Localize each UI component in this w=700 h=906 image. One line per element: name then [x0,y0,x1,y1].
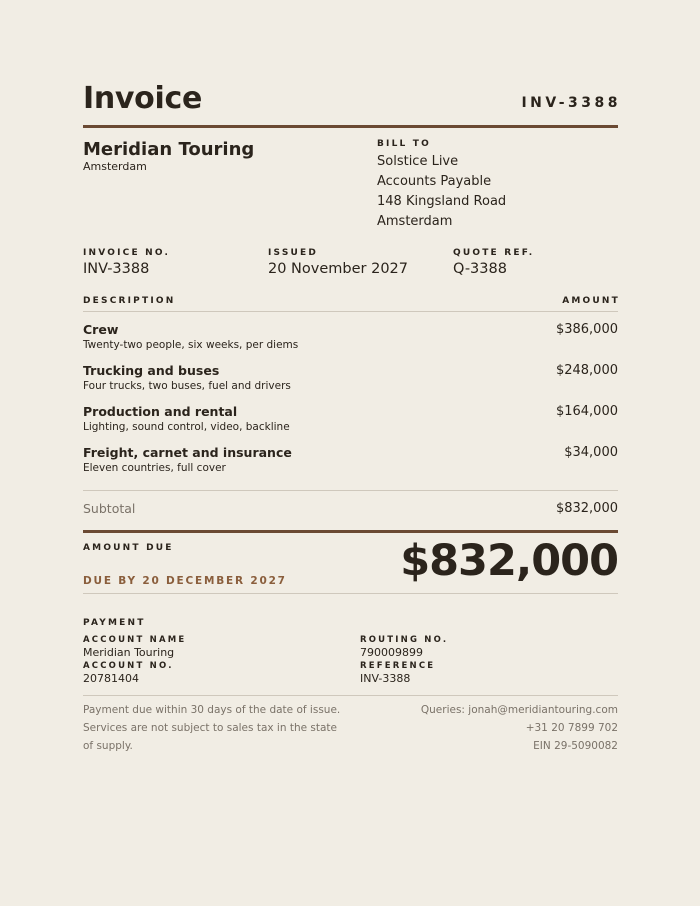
amount-due-label: AMOUNT DUE [83,543,174,553]
account-name-value: Meridian Touring [83,646,175,659]
line-item-title: Crew [83,322,119,337]
invoice-title: Invoice [83,81,202,116]
account-name-label: ACCOUNT NAME [83,635,187,645]
line-item-amount: $164,000 [555,404,618,419]
routing-label: ROUTING NO. [360,635,449,645]
footer-terms-line: Payment due within 30 days of the date of issue. [83,704,341,716]
line-item-subtitle: Lighting, sound control, video, backline [83,421,290,433]
routing-block [360,635,448,659]
table-row [83,363,618,392]
table-row [83,322,618,351]
footer-terms-line: Services are not subject to sales tax in the state [83,722,338,734]
table-header-rule [83,311,618,312]
bill-to-block [377,139,506,232]
account-no-label: ACCOUNT NO. [83,661,174,671]
reference-label: REFERENCE [360,661,436,671]
meta-label: QUOTE REF. [453,248,535,258]
issuer-city: Amsterdam [83,160,147,173]
account-no-block [83,661,174,685]
contact-phone: +31 20 7899 702 [525,722,618,734]
bill-to-label: BILL TO [377,139,432,149]
meta-value: Q-3388 [453,261,507,277]
line-item-subtitle: Four trucks, two buses, fuel and drivers [83,380,291,392]
meta-value: 20 November 2027 [268,261,409,277]
line-item-title: Trucking and buses [83,363,220,378]
invoice-number-header: INV-3388 [521,95,621,111]
footer-terms [83,701,343,755]
table-row [83,404,618,433]
table-row [83,445,618,474]
meta-label: INVOICE NO. [83,248,171,258]
account-name-block [83,635,186,659]
footer-terms-line: of supply. [83,740,133,752]
line-item-title: Production and rental [83,404,238,419]
bill-to-line: Amsterdam [377,214,453,229]
account-no-value: 20781404 [83,672,139,685]
header-rule [83,125,618,128]
contact-email[interactable]: Queries: jonah@meridiantouring.com [420,704,618,716]
reference-block [360,661,435,685]
routing-value: 790009899 [360,646,423,659]
footer-rule [83,695,618,696]
amount-due-value: $832,000 [400,536,618,586]
meta-invoice-no [83,248,170,277]
subtotal-label: Subtotal [83,501,136,516]
meta-quote-ref [453,248,534,277]
bill-to-line: Solstice Live [377,154,459,169]
subtotal-value: $832,000 [555,501,618,516]
column-description-header: DESCRIPTION [83,296,176,306]
line-item-subtitle: Twenty-two people, six weeks, per diems [83,339,299,351]
meta-issued [268,248,408,277]
meta-label: ISSUED [268,248,319,258]
bill-to-line: 148 Kingsland Road [377,194,507,209]
line-item-amount: $248,000 [555,363,618,378]
line-item-amount: $34,000 [564,445,618,460]
footer-contact [358,701,618,755]
issuer-name: Meridian Touring [83,139,255,160]
reference-value: INV-3388 [360,672,411,685]
bill-to-line: Accounts Payable [377,174,492,189]
subtotal-rule [83,490,618,491]
amount-due-bottom-rule [83,593,618,594]
line-item-subtitle: Eleven countries, full cover [83,462,226,474]
due-by-date: DUE BY 20 DECEMBER 2027 [83,575,287,587]
contact-ein: EIN 29-5090082 [533,740,618,752]
payment-heading: PAYMENT [83,618,146,628]
line-item-amount: $386,000 [555,322,618,337]
line-item-title: Freight, carnet and insurance [83,445,292,460]
column-amount-header: AMOUNT [562,296,620,306]
amount-due-rule [83,530,618,533]
invoice-page [83,0,621,906]
meta-value: INV-3388 [83,261,150,277]
